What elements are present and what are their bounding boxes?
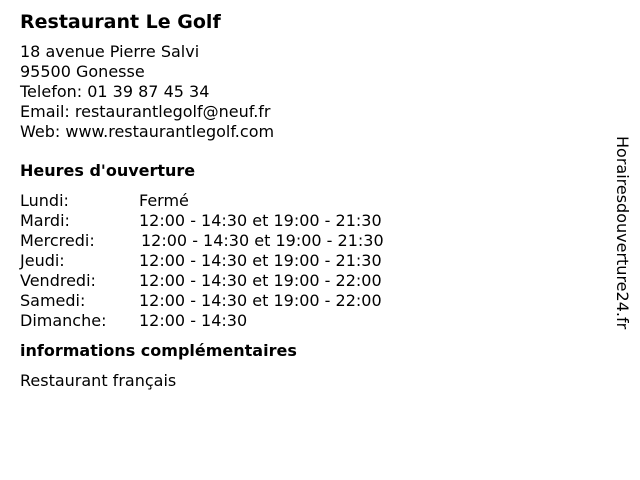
day-hours: 12:00 - 14:30 et 19:00 - 22:00	[139, 291, 382, 310]
restaurant-name: Restaurant Le Golf	[20, 11, 221, 33]
hours-row-lundi	[20, 191, 600, 211]
postal-city: 95500 Gonesse	[20, 62, 145, 81]
web-line[interactable]: Web: www.restaurantlegolf.com	[20, 122, 275, 141]
day-label: Samedi:	[20, 291, 86, 310]
info-heading: informations complémentaires	[20, 341, 297, 360]
hours-heading: Heures d'ouverture	[20, 161, 196, 180]
day-label: Vendredi:	[20, 271, 96, 290]
day-hours: 12:00 - 14:30	[139, 311, 248, 330]
email-line[interactable]: Email: restaurantlegolf@neuf.fr	[20, 102, 271, 121]
day-hours: 12:00 - 14:30 et 19:00 - 22:00	[139, 271, 382, 290]
day-label: Jeudi:	[20, 251, 65, 270]
day-label: Lundi:	[20, 191, 69, 210]
info-text: Restaurant français	[20, 371, 177, 390]
hours-row-vendredi	[20, 271, 600, 291]
day-hours: Fermé	[139, 191, 189, 210]
address-block	[20, 42, 600, 142]
hours-row-mercredi	[20, 231, 600, 251]
hours-row-samedi	[20, 291, 600, 311]
brand-watermark	[612, 136, 632, 376]
day-hours: 12:00 - 14:30 et 19:00 - 21:30	[139, 251, 382, 270]
day-label: Mardi:	[20, 211, 70, 230]
street-address: 18 avenue Pierre Salvi	[20, 42, 200, 61]
day-label: Mercredi:	[20, 231, 95, 250]
hours-row-mardi	[20, 211, 600, 231]
hours-table	[20, 191, 600, 331]
day-hours: 12:00 - 14:30 et 19:00 - 21:30	[139, 211, 382, 230]
hours-row-dimanche	[20, 311, 600, 331]
day-label: Dimanche:	[20, 311, 107, 330]
phone-line[interactable]: Telefon: 01 39 87 45 34	[20, 82, 210, 101]
day-hours: 12:00 - 14:30 et 19:00 - 21:30	[141, 231, 384, 250]
brand-text[interactable]: Horairesdouverture24.fr	[613, 136, 632, 330]
hours-row-jeudi	[20, 251, 600, 271]
restaurant-card	[20, 10, 600, 391]
